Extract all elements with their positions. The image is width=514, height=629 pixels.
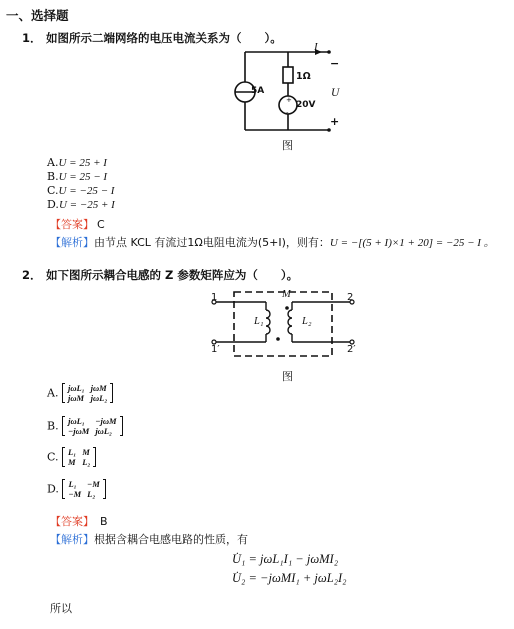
q2-analysis-line [50, 531, 248, 547]
svg-text:+: + [286, 96, 292, 104]
q1-answer-line [50, 213, 105, 232]
q2-option-c-matrix: L₁ M M L₂ [62, 447, 96, 467]
q1-answer-tag: 【答案】 [50, 218, 94, 231]
q2-port2p-label: 2′ [347, 344, 356, 355]
q2-answer-tag: 【答案】 [50, 515, 94, 528]
q2-equation-1: U̇₁ = jωL₁I₁ − jωMI₂ [232, 552, 339, 566]
q2-number: 2． [22, 268, 42, 282]
q1-option-d: D.U = −25 + I [47, 198, 115, 211]
section-title: 一、选择题 [6, 8, 69, 23]
q1-plus-sign: + [330, 115, 340, 128]
q1-answer-value: C [97, 218, 105, 231]
q2-option-d-matrix: L₁ −M −M L₂ [62, 479, 105, 499]
q2-option-d: D. L₁ −M −M L₂ [47, 479, 106, 499]
q1-current-label: I [314, 41, 318, 53]
q2-answer-value: B [100, 515, 108, 528]
q2-analysis-text: 根据含耦合电感电路的性质，有 [94, 533, 248, 546]
q2-mutual-label: M [282, 289, 291, 300]
q1-analysis-tag: 【解析】 [50, 236, 94, 249]
q1-voltage-source-label: 20V [296, 100, 316, 110]
q1-stem: 如图所示二端网络的电压电流关系为（ ）。 [46, 31, 282, 45]
q2-port2-label: 2 [347, 292, 354, 303]
q2-L1-label: L₁ [254, 316, 264, 327]
q1-option-b: B.U = 25 − I [47, 170, 108, 183]
q1-option-a: A.U = 25 + I [47, 156, 107, 169]
q2-analysis-tag: 【解析】 [50, 533, 94, 546]
q1-minus-sign: − [330, 57, 340, 70]
q1-analysis-line [50, 234, 495, 250]
q1-resistor-label: 1Ω [296, 71, 311, 82]
q2-closing-text: 所以 [50, 602, 72, 615]
q1-analysis-text: 由节点 KCL 有流过1Ω电阻电流为(5+I)，则有： [94, 236, 330, 249]
q2-port1-label: 1 [211, 292, 218, 303]
q2-option-b-matrix: jωL₁ −jωM −jωM jωL₂ [62, 416, 122, 436]
q2-L2-label: L₂ [302, 316, 312, 327]
q2-answer-line [50, 510, 108, 529]
q2-port1p-label: 1′ [211, 344, 220, 355]
svg-text:-: - [286, 109, 289, 117]
q1-number: 1． [22, 31, 42, 45]
q1-figure-caption: 图 [282, 139, 293, 152]
q1-option-c: C.U = −25 − I [47, 184, 115, 197]
q2-option-a: A. jωL₁ jωM jωM jωL₂ [47, 383, 113, 403]
q2-figure-caption: 图 [282, 370, 293, 383]
q1-port-voltage-label: U [331, 87, 340, 99]
q2-option-c: C. L₁ M M L₂ [47, 447, 96, 467]
q2-option-a-matrix: jωL₁ jωM jωM jωL₂ [62, 383, 113, 403]
q1-current-source-label: 5A [251, 86, 265, 96]
q2-stem: 如下图所示耦合电感的 Z 参数矩阵应为（ ）。 [46, 268, 299, 282]
q2-option-b: B. jωL₁ −jωM −jωM jωL₂ [47, 416, 123, 436]
q1-analysis-formula: U = −[(5 + I)×1 + 20] = −25 − I 。 [329, 237, 495, 249]
q2-equation-2: U̇₂ = −jωMI₁ + jωL₂I₂ [232, 571, 347, 585]
